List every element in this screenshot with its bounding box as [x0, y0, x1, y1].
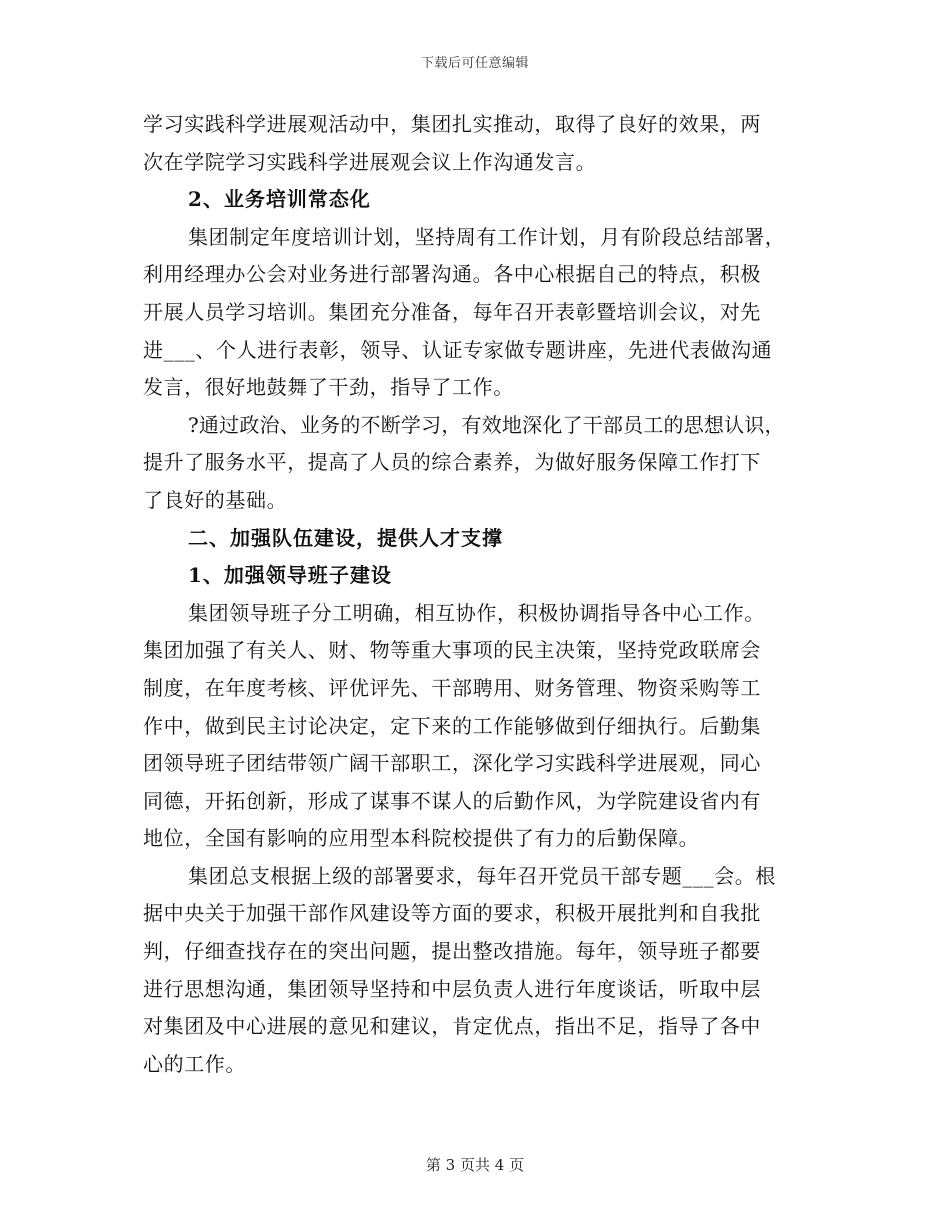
body-line: 集团领导班子分工明确，相互协作，积极协调指导各中心工作。	[188, 600, 765, 625]
page-number: 第 3 页共 4 页	[425, 1156, 525, 1174]
body-line: ?通过政治、业务的不断学习，有效地深化了干部员工的思想认识，	[188, 412, 785, 437]
body-line: 了良好的基础。	[143, 487, 288, 512]
body-line: 集团制定年度培训计划，坚持周有工作计划，月有阶段总结部署，	[188, 224, 786, 249]
body-line: 进行思想沟通，集团领导坚持和中层负责人进行年度谈话，听取中层	[143, 976, 761, 1001]
section-heading: 1、加强领导班子建设	[188, 563, 392, 588]
body-line: 判，仔细查找存在的突出问题，提出整改措施。每年，领导班子都要	[143, 939, 761, 964]
section-heading: 2、业务培训常态化	[188, 187, 371, 212]
body-line: 心的工作。	[143, 1051, 246, 1076]
document-body	[143, 106, 828, 1083]
body-line: 学习实践科学进展观活动中，集团扎实推动，取得了良好的效果，两	[143, 112, 761, 136]
body-line: 团领导班子团结带领广阔干部职工，深化学习实践科学进展观，同心	[143, 751, 761, 776]
body-line: 发言，很好地鼓舞了干劲，指导了工作。	[143, 375, 514, 400]
section-heading: 二、加强队伍建设，提供人才支撑	[188, 525, 503, 550]
body-line: 同德，开拓创新，形成了谋事不谋人的后勤作风，为学院建设省内有	[143, 788, 761, 813]
body-line: 提升了服务水平，提高了人员的综合素养，为做好服务保障工作打下	[143, 450, 761, 475]
body-line: 集团加强了有关人、财、物等重大事项的民主决策，坚持党政联席会	[143, 638, 761, 663]
body-line: 集团总支根据上级的部署要求，每年召开党员干部专题___会。根	[188, 863, 776, 888]
body-line: 进___、个人进行表彰，领导、认证专家做专题讲座，先进代表做沟通	[143, 337, 773, 362]
body-line: 作中，做到民主讨论决定，定下来的工作能够做到仔细执行。后勤集	[143, 713, 761, 738]
body-line: 开展人员学习培训。集团充分准备，每年召开表彰暨培训会议，对先	[143, 299, 761, 324]
body-line: 制度，在年度考核、评优评先、干部聘用、财务管理、物资采购等工	[143, 675, 761, 700]
body-line: 利用经理办公会对业务进行部署沟通。各中心根据自己的特点，积极	[143, 262, 761, 287]
body-line: 对集团及中心进展的意见和建议，肯定优点，指出不足，指导了各中	[143, 1014, 761, 1039]
page-header-note: 下载后可任意编辑	[420, 56, 529, 71]
body-line: 地位，全国有影响的应用型本科院校提供了有力的后勤保障。	[143, 826, 700, 851]
body-line: 据中央关于加强干部作风建设等方面的要求，积极开展批判和自我批	[143, 901, 761, 926]
body-line: 次在学院学习实践科学进展观会议上作沟通发言。	[143, 149, 597, 174]
